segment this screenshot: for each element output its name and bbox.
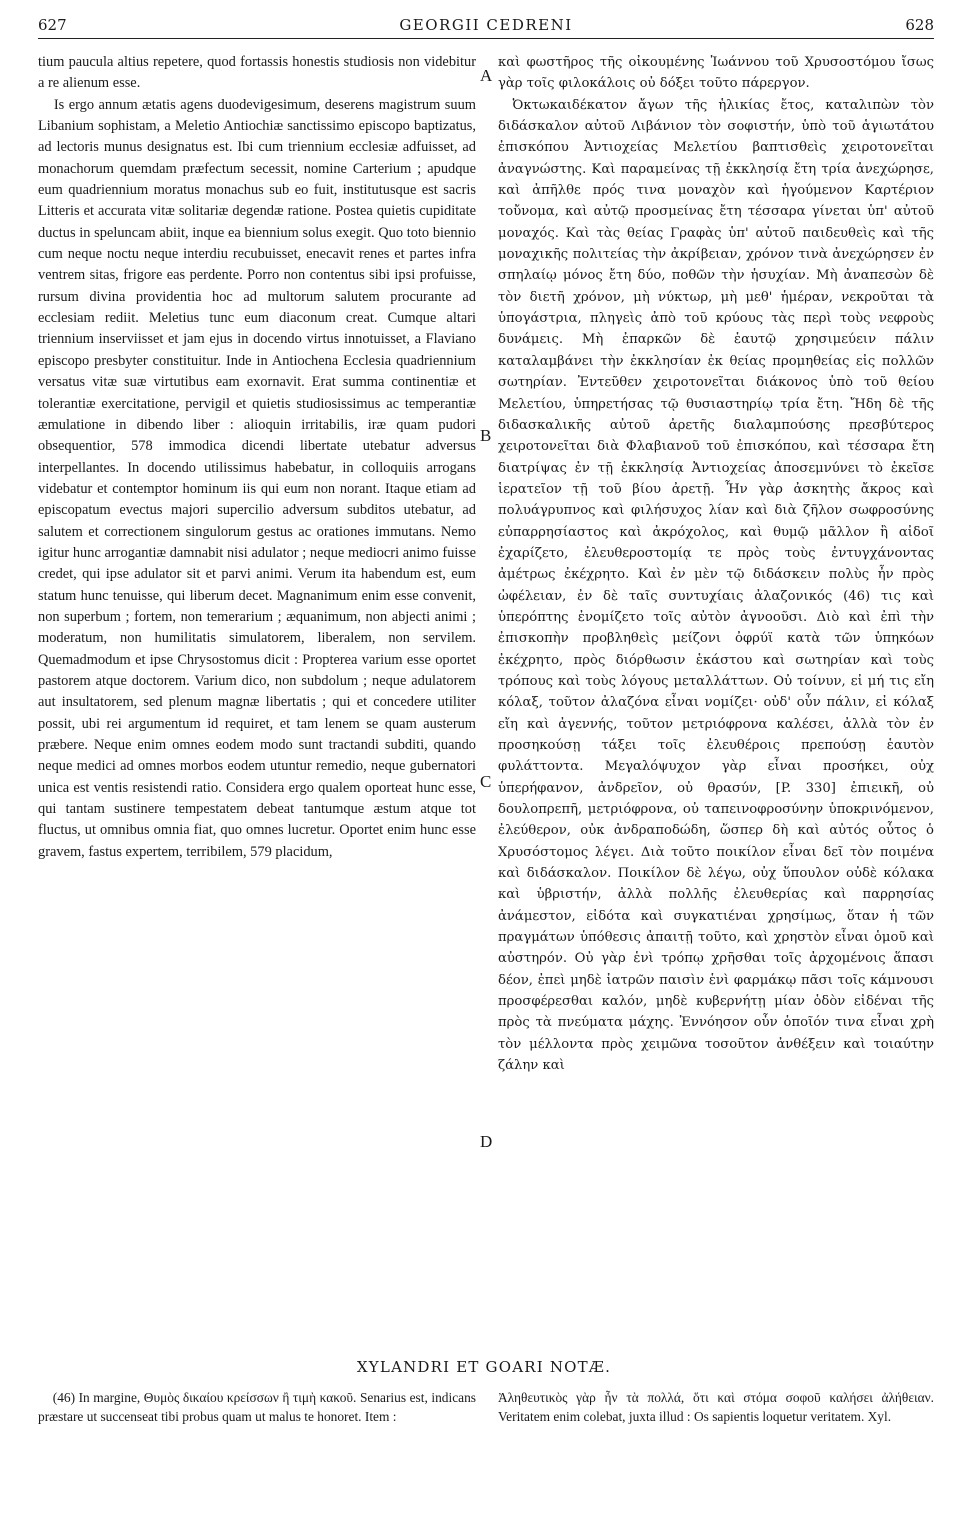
- section-marker-b: B: [480, 426, 492, 445]
- latin-paragraph: Is ergo annum ætatis agens duodevigesimum, deserens magistrum suum Libanium sophistam, a Meletio Antiochiæ sanctissimo episcopo baptizatus, ad lectoris munus designatus est. Ibi cum triennium ecclesiæ adfuisset, ad monachorum quemdam præfectum secessit, nomine Carterium ; apudque eum quadriennium moratus monachus sub eo fuit, institutusque est sacris Litteris et accurata vitæ solitariæ degendæ ratione. Postea quietis cupiditate ductus in speluncam abiit, inque ea biennium solus exegit. Quo toto biennio cum neque noctu neque interdiu recubuisset, enecavit renes et partes infra ventrem sitas, frigore eas perdente. Porro non contentus sibi ipsi profuisse, rursum divina providentia hoc ad multorum salutem procurante ad ecclesiam rediit. Meletius tunc eum diaconum creat. Cumque altari triennium inserviisset et jam ejus in docendo virtus innotuisset, a Flaviano episcopo presbyter constituitur. Inde in Antiochena Ecclesia quadriennium versatus vitæ suæ virtutibus eam exornavit. Erat summa continentiæ et tolerantiæ exercitatione, pervigil et quietis studiosissimus ac temperantiæ æmulatione in dibendo liber : alioquin irritabilis, iræ quam pudori obsequentior, 578 immodica dicendi libertate utebatur adversus interpellantes. In docendo utilissimus habebatur, in colloquiis arrogans videbatur et contemptor hominum iis qui eum non norant. Itaque etiam ad episcopatum evectus majori supercilio adversum subditos utebatur, ad salutem et correctionem singulorum gestus ac orationes immutans. Nemo igitur hunc arrogantiæ damnabit nisi adulator ; neque mediocri animo fuisse credet, qui ipse adulator sit et parvi animi. Verum ita habendum est, eum statum hunc tenuisse, qui liberum decet. Magnanimum enim esse convenit, non superbum ; fortem, non temerarium ; æquanimum, non abjecti animi ; moderatum, non humilitatis simulatorem, liberalem, non servilem. Quemadmodum et ipse Chrysostomus dicit : Propterea varium esse oportet pastorem atque doctorem. Varium dico, non subdolum ; neque adulatorem aut insultatorem, sed plenum magnæ libertatis ; qui et concedere utiliter possit, ubi rei argumentum id requiret, et tam lenem se quam austerum præbere. Neque enim omnes eodem modo sunt tractandi subditi, quando neque medici ad omnes morbos eodem utuntur remedio, neque gubernatori unica est ventis resistendi ratio. Considera ergo qualem oporteat hunc esse, qui tantam sustinere tempestatem debeat tantumque æstum atque tot fluctus, ut omnibus omnia fiat, quo omnes lucretur. Oportet enim hunc esse gravem, fastus expertem, terribilem, 579 placidum,: [38, 96, 476, 860]
- notes-right-column: [498, 1388, 934, 1426]
- notes-left-column: [38, 1388, 476, 1426]
- greek-paragraph: καὶ φωστῆρος τῆς οἰκουμένης Ἰωάννου τοῦ Χρυσοστόμου ἴσως γὰρ τοῖς φιλοκάλοις οὐ δόξει τοῦτο πάρεργον.: [498, 55, 934, 92]
- section-marker-c: C: [480, 772, 492, 791]
- note-text: Ἀληθευτικὸς γὰρ ἦν τὰ πολλά, ὅτι καὶ στόμα σοφοῦ καλήσει ἀλήθειαν. Veritatem enim colebat, juxta illud : Os sapientis loquetur veritatem. Xyl.: [498, 1390, 934, 1424]
- running-header: [38, 12, 934, 38]
- notes-heading: XYLANDRI ET GOARI NOTÆ.: [356, 1358, 612, 1376]
- section-marker-d: D: [480, 1132, 493, 1151]
- latin-column: [38, 52, 476, 1354]
- section-marker-a: A: [480, 66, 493, 85]
- greek-column: [498, 52, 934, 1354]
- greek-paragraph: Ὀκτωκαιδέκατον ἄγων τῆς ἡλικίας ἔτος, καταλιπὼν τὸν διδάσκαλον αὐτοῦ Λιβάνιον τὸν σοφιστήν, ὑπὸ τοῦ ἁγιωτάτου ἐπισκόπου Ἀντιοχείας Μελετίου βαπτισθεὶς χειροτονεῖται ἀναγνώστης. Καὶ παραμείνας τῇ ἐκκλησίᾳ ἔτη τρία ἀνεχώρησε, καὶ ἀπῆλθε πρός τινα μοναχὸν καὶ ἡγούμενον Καρτέριον τοὔνομα, καὶ αὐτῷ προσμείνας ἔτη τέσσαρα γίνεται ὑπ' αὐτοῦ μοναχός. Καὶ τὰς θείας Γραφὰς ὑπ' αὐτοῦ παιδευθεὶς καὶ τῆς μοναχικῆς πολιτείας τὴν ἀκρίβειαν, χρόνον τινὰ ἀνεχώρησεν ἐν σπηλαίῳ μόνος ἔτη δύο, ποθῶν τὴν ἡσυχίαν. Μὴ ἀναπεσὼν δὲ τὸν διετῆ χρόνον, μὴ νύκτωρ, μὴ μεθ' ἡμέραν, νεκροῦται τὰ ὑπογάστρια, πληγεὶς ἀπὸ τοῦ κρύους τὰς περὶ τοὺς νεφροὺς δυνάμεις. Μὴ ἐπαρκῶν δὲ ἑαυτῷ χρησιμεύειν πάλιν καταλαμβάνει τὴν ἐκκλησίαν ἐκ θείας προμηθείας εἰς πολλῶν σωτηρίαν. Ἐντεῦθεν χειροτονεῖται διάκονος ὑπὸ τοῦ θείου Μελετίου, ὑπηρετήσας τῷ θυσιαστηρίῳ τρία ἔτη. Ἤδη δὲ τῆς διδασκαλικῆς αὐτοῦ ἀρετῆς διαλαμπούσης πρεσβύτερος χειροτονεῖται διὰ Φλαβιανοῦ τοῦ ἐπισκόπου, καὶ τέσσαρα ἔτη διατρίψας ἐν τῇ ἐκκλησίᾳ Ἀντιοχείας ἀποσεμνύνει τὸ ἐκεῖσε ἱερατεῖον τῇ τοῦ βίου ἀρετῇ. Ἦν γὰρ ἀσκητὴς ἄκρος καὶ πολυάγρυπνος καὶ φιλήσυχος λίαν καὶ διὰ ζῆλον σωφροσύνης εὐπαρρησίαστος καὶ ἀκρόχολος, καὶ θυμῷ μᾶλλον ἢ αἰδοῖ ἐχαρίζετο, ἐλευθεροστομίᾳ τε πρὸς τοὺς ἐντυγχάνοντας ἀμέτρως ἐκέχρητο. Καὶ ἐν μὲν τῷ διδάσκειν πολὺς ἦν πρὸς ὠφέλειαν, ἐν δὲ ταῖς συντυχίαις ἀλαζονικός (46) τις καὶ ὑπερόπτης ἐνομίζετο τοῖς αὐτὸν ἀγνοοῦσι. Διὸ καὶ ἐπὶ τὴν ἐπισκοπὴν προβληθεὶς μείζονι ὀφρύϊ κατὰ τῶν ὑπηκόων ἐκέχρητο, πρὸς διόρθωσιν ἑκάστου καὶ σωτηρίαν καὶ τοὺς τρόπους καὶ τοὺς λόγους μεταλλάττων. Οὐ τοίνυν, εἰ μή τις εἴη κόλαξ, τοῦτον ἀλαζόνα εἶναι νομίζει· οὐδ' οὖν πάλιν, εἰ κόλαξ εἴη καὶ ἀγεννής, τοῦτον μετριόφρονα καλέσει, ἀλλὰ τὸν ἐν προσηκούσῃ τάξει τοῖς ἐλευθέροις πρεπούσῃ ἑαυτὸν φυλάττοντα. Μεγαλόψυχον γὰρ εἶναι προσήκει, οὐχ ὑπερήφανον, ἀνδρεῖον, οὐ θρασύν, [P. 330] ἐπιεικῆ, οὐ δουλοπρεπῆ, μετριόφρονα, οὐ ταπεινοφροσύνην ὑποκρινόμενον, ἐλεύθερον, οὐκ ἀνδραποδώδη, ὥσπερ δὴ καὶ αὐτός οὗτος ὁ Χρυσόστομος λέγει. Διὰ τοῦτο ποικίλον εἶναι δεῖ τὸν ποιμένα καὶ διδάσκαλον. Ποικίλον δὲ λέγω, οὐχ ὕπουλον οὐδὲ κόλακα καὶ ὑβριστήν, ἀλλὰ πολλῆς ἐλευθερίας καὶ παρρησίας ἀνάμεστον, εἰδότα καὶ συγκατιέναι χρησίμως, ὅταν ἡ τῶν πραγμάτων ὑπόθεσις ἀπαιτῇ τοῦτο, καὶ χρηστὸν εἶναι ὁμοῦ καὶ αὐστηρόν. Οὐ γὰρ ἑνὶ τρόπῳ χρῆσθαι τοῖς ἀρχομένοις ἅπασι δέον, ἐπεὶ μηδὲ ἰατρῶν παισὶν ἑνὶ φαρμάκῳ πᾶσι τοῖς κάμνουσι προσφέρεσθαι καλόν, μηδὲ κυβερνήτῃ μίαν ὁδὸν εἰδέναι τῆς πρὸς τὰ πνεύματα μάχης. Ἐννόησον οὖν ὁποῖόν τινα εἶναι χρὴ τὸν μέλλοντα πρὸς χειμῶνα τοσοῦτον ἀνθέξειν καὶ τοιαύτην ζάλην καὶ: [498, 97, 934, 1074]
- header-rule: [38, 38, 934, 39]
- running-title: GEORGII CEDRENI: [399, 16, 573, 34]
- page-number-left: 627: [38, 16, 67, 34]
- latin-paragraph: tium paucula altius repetere, quod fortassis honestis studiosis non videbitur a re alienum esse.: [38, 54, 476, 92]
- page-number-right: 628: [905, 16, 934, 34]
- note-text: (46) In margine, Θυμὸς δικαίου κρείσσων ἢ τιμὴ κακοῦ. Senarius est, indicans præstare ut succenseat tibi probus quam ut malus te honoret. Item :: [38, 1390, 476, 1424]
